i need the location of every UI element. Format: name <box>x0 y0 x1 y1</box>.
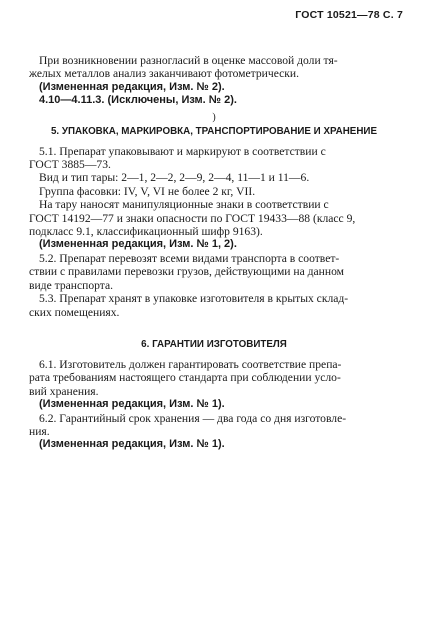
text-line: 5.2. Препарат перевозят всеми видами транспорта в соответ- <box>39 251 340 265</box>
amendment-note: (Измененная редакция, Изм. № 1, 2). <box>39 238 237 251</box>
text-line: На тару наносят манипуляционные знаки в соответствии с <box>39 198 329 212</box>
text-line: виде транспорта. <box>29 278 114 292</box>
document-body <box>29 54 399 452</box>
text-line: желых металлов анализ заканчивают фотометрически. <box>29 67 300 81</box>
section-6-paragraph-2 <box>29 412 399 452</box>
section-6-heading: 6. ГАРАНТИИ ИЗГОТОВИТЕЛЯ <box>141 338 287 350</box>
section-5-paragraph-1 <box>29 145 399 252</box>
text-line: 6.1. Изготовитель должен гарантировать соответствие препа- <box>39 357 342 371</box>
text-line: вий хранения. <box>29 384 99 398</box>
text-line: Вид и тип тары: 2—1, 2—2, 2—9, 2—4, 11—1 и 11—6. <box>39 171 310 185</box>
text-line: ГОСТ 14192—77 и знаки опасности по ГОСТ 19433—88 (класс 9, <box>29 211 356 225</box>
text-line: 6.2. Гарантийный срок хранения — два года со дня изготовле- <box>39 411 347 425</box>
text-line: 5.1. Препарат упаковывают и маркируют в соответствии с <box>39 144 326 158</box>
section-5-paragraph-2 <box>29 252 399 319</box>
text-line: 5.3. Препарат хранят в упаковке изготовителя в крытых склад- <box>39 292 349 306</box>
text-line: При возникновении разногласий в оценке массовой доли тя- <box>39 54 338 67</box>
text-line: подкласс 9.1, классификационный шифр 9163). <box>29 225 263 239</box>
amendment-note: (Измененная редакция, Изм. № 1). <box>39 398 225 411</box>
text-line: ГОСТ 3885—73. <box>29 158 111 172</box>
excluded-note: 4.10—4.11.3. (Исключены, Изм. № 2). <box>39 94 237 107</box>
section-6-paragraph-1 <box>29 358 399 412</box>
section-5-heading: 5. УПАКОВКА, МАРКИРОВКА, ТРАНСПОРТИРОВАНИЕ И ХРАНЕНИЕ <box>50 125 377 137</box>
text-line: ствии с правилами перевозки грузов, действующими на данном <box>29 265 344 279</box>
text-line: ния. <box>29 424 50 438</box>
text-line: рата требованиям настоящего стандарта при соблюдении усло- <box>29 371 341 385</box>
page-header: ГОСТ 10521—78 С. 7 <box>295 9 403 21</box>
top-paragraph <box>29 54 399 108</box>
amendment-note: (Измененная редакция, Изм. № 2). <box>39 80 225 93</box>
amendment-note: (Измененная редакция, Изм. № 1). <box>39 438 225 451</box>
text-line: ских помещениях. <box>29 305 120 319</box>
margin-mark: ) <box>212 111 216 123</box>
text-line: Группа фасовки: IV, V, VI не более 2 кг, VII. <box>39 184 256 198</box>
